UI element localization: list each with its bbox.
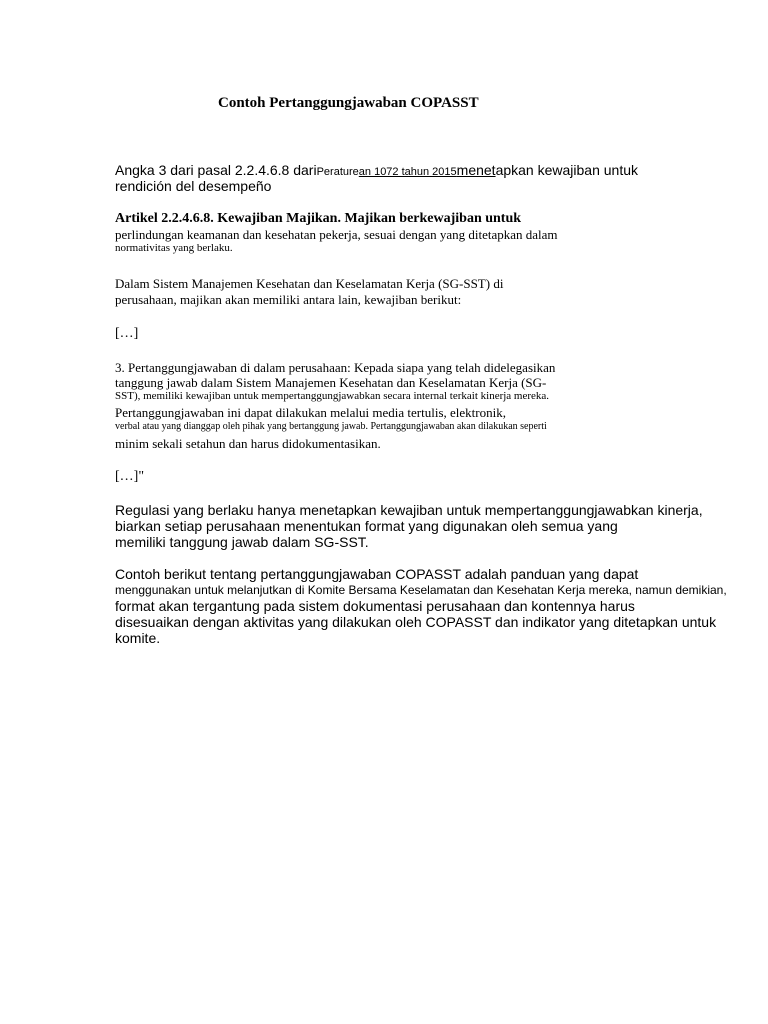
contoh-line-4: disesuaikan dengan aktivitas yang dilakukan oleh COPASST dan indikator yang ditetapkan untuk (115, 614, 717, 630)
intro-part-4: menet (456, 162, 496, 178)
intro-part-2: Perature (316, 166, 359, 178)
article-heading: Artikel 2.2.4.6.8. Kewajiban Majikan. Majikan berkewajiban untuk (115, 211, 522, 226)
regulasi-line-1: Regulasi yang berlaku hanya menetapkan kewajiban untuk mempertanggungjawabkan kinerja, (115, 502, 703, 518)
ellipsis-2: […]" (115, 469, 145, 484)
sistem-line-1: Dalam Sistem Manajemen Kesehatan dan Keselamatan Kerja (SG-SST) di (115, 276, 504, 291)
contoh-line-1: Contoh berikut tentang pertanggungjawaban COPASST adalah panduan yang dapat (115, 566, 639, 582)
point3-line-4: Pertanggungjawaban ini dapat dilakukan melalui media tertulis, elektronik, (115, 405, 506, 420)
ellipsis-1: […] (115, 326, 139, 341)
document-title: Contoh Pertanggungjawaban COPASST (218, 95, 479, 111)
article-line-3: normativitas yang berlaku. (115, 242, 233, 254)
intro-line-1 (115, 163, 638, 178)
contoh-line-2: menggunakan untuk melanjutkan di Komite Bersama Keselamatan dan Kesehatan Kerja mereka, namun demikian, (115, 583, 727, 597)
point3-line-1: 3. Pertanggungjawaban di dalam perusahaan: Kepada siapa yang telah didelegasikan (115, 360, 556, 375)
point3-line-5: verbal atau yang dianggap oleh pihak yang bertanggung jawab. Pertanggungjawaban akan dilakukan seperti (115, 421, 547, 432)
point3-line-2: tanggung jawab dalam Sistem Manajemen Kesehatan dan Keselamatan Kerja (SG- (115, 375, 547, 390)
intro-line-2: rendición del desempeño (115, 178, 272, 194)
intro-part-5: apkan kewajiban untuk (495, 162, 639, 178)
intro-part-3: an 1072 tahun 2015 (358, 166, 457, 178)
article-line-2: perlindungan keamanan dan kesehatan pekerja, sesuai dengan yang ditetapkan dalam (115, 227, 558, 242)
contoh-line-3: format akan tergantung pada sistem dokumentasi perusahaan dan kontennya harus (115, 598, 635, 614)
sistem-line-2: perusahaan, majikan akan memiliki antara lain, kewajiban berikut: (115, 292, 462, 307)
regulasi-line-2: biarkan setiap perusahaan menentukan format yang digunakan oleh semua yang (115, 518, 618, 534)
regulasi-line-3: memiliki tanggung jawab dalam SG-SST. (115, 534, 369, 550)
intro-part-1: Angka 3 dari pasal 2.2.4.6.8 dari (115, 162, 317, 178)
point3-line-3: SST), memiliki kewajiban untuk mempertanggungjawabkan secara internal terkait kinerja mereka. (115, 390, 550, 402)
point3-line-6: minim sekali setahun dan harus didokumentasikan. (115, 436, 381, 451)
contoh-line-5: komite. (115, 630, 161, 646)
